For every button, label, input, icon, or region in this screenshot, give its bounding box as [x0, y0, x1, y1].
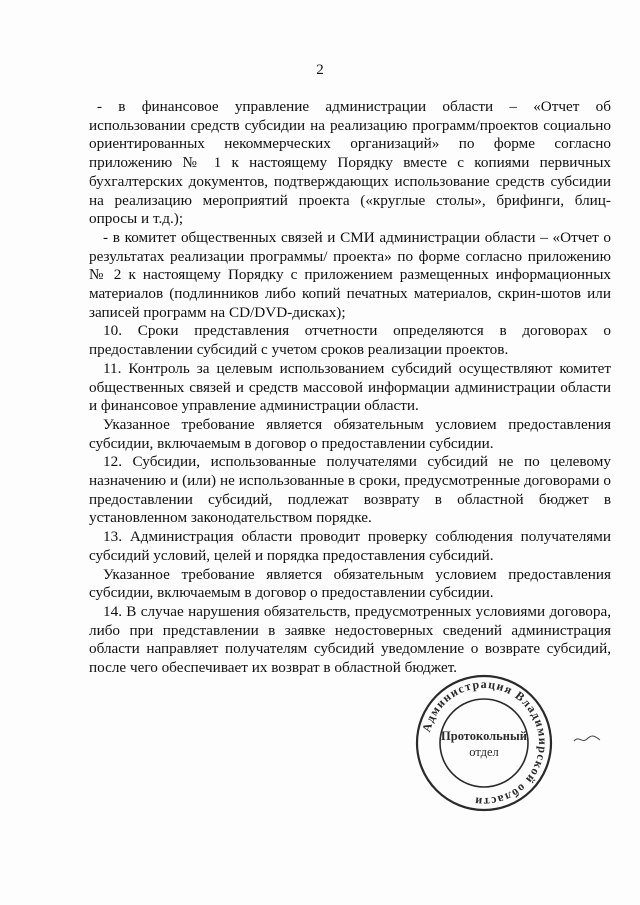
- stamp-outer-ring: [417, 676, 551, 810]
- paragraph-item-14: 14. В случае нарушения обязательств, предусмотренных условиями договора, либо при представлении в заявке недостоверных сведений администрация области направляет получателям субсидий уведомление о возврате субсидий, после чего обеспечивает их возврат в областной бюджет.: [89, 602, 611, 677]
- paragraph-requirement-2: Указанное требование является обязательным условием предоставления субсидии, включаемым в договор о предоставлении субсидии.: [89, 565, 611, 602]
- page-number: 2: [316, 62, 324, 78]
- stamp-inner-line-1: Протокольный: [441, 729, 527, 743]
- paragraph-media-report: - в комитет общественных связей и СМИ администрации области – «Отчет о результатах реализации программы/ проекта» по форме согласно приложению № 2 к настоящему Порядку с приложением размещенных информационных материалов (подлинников либо копий печатных материалов, скрин-шотов или записей программ на CD/DVD-дисках);: [89, 228, 611, 321]
- paragraph-financial-report: - в финансовое управление администрации области – «Отчет об использовании средств субсидии на реализацию программ/проектов социально ориентированных некоммерческих организаций» по форме согласно приложению № 1 к настоящему Порядку вместе с копиями первичных бухгалтерских документов, подтверждающих использование средств субсидии на реализацию мероприятий проекта («круглые столы», брифинги, блиц-опросы и т.д.);: [89, 98, 611, 228]
- official-stamp: [413, 672, 555, 814]
- paragraph-requirement-1: Указанное требование является обязательным условием предоставления субсидии, включаемым в договор о предоставлении субсидии.: [89, 415, 611, 452]
- signature-scribble-icon: [573, 733, 601, 745]
- paragraph-item-11: 11. Контроль за целевым использованием субсидий осуществляют комитет общественных связей и средств массовой информации администрации области и финансовое управление администрации области.: [89, 359, 611, 415]
- paragraph-item-12: 12. Субсидии, использованные получателями субсидий не по целевому назначению и (или) не использованные в сроки, предусмотренные договорами о предоставлении субсидий, подлежат возврату в областной бюджет в установленном законодательством порядке.: [89, 453, 611, 527]
- paragraph-item-13: 13. Администрация области проводит проверку соблюдения получателями субсидий условий, целей и порядка предоставления субсидий.: [89, 528, 611, 564]
- stamp-inner-ring: [440, 699, 528, 787]
- stamp-ring-text: Администрация Владимирской области: [419, 676, 551, 810]
- stamp-inner-line-2: отдел: [469, 745, 499, 759]
- paragraph-item-10: 10. Сроки представления отчетности определяются в договорах о предоставлении субсидий с учетом сроков реализации проектов.: [89, 322, 611, 359]
- document-body: [89, 98, 611, 678]
